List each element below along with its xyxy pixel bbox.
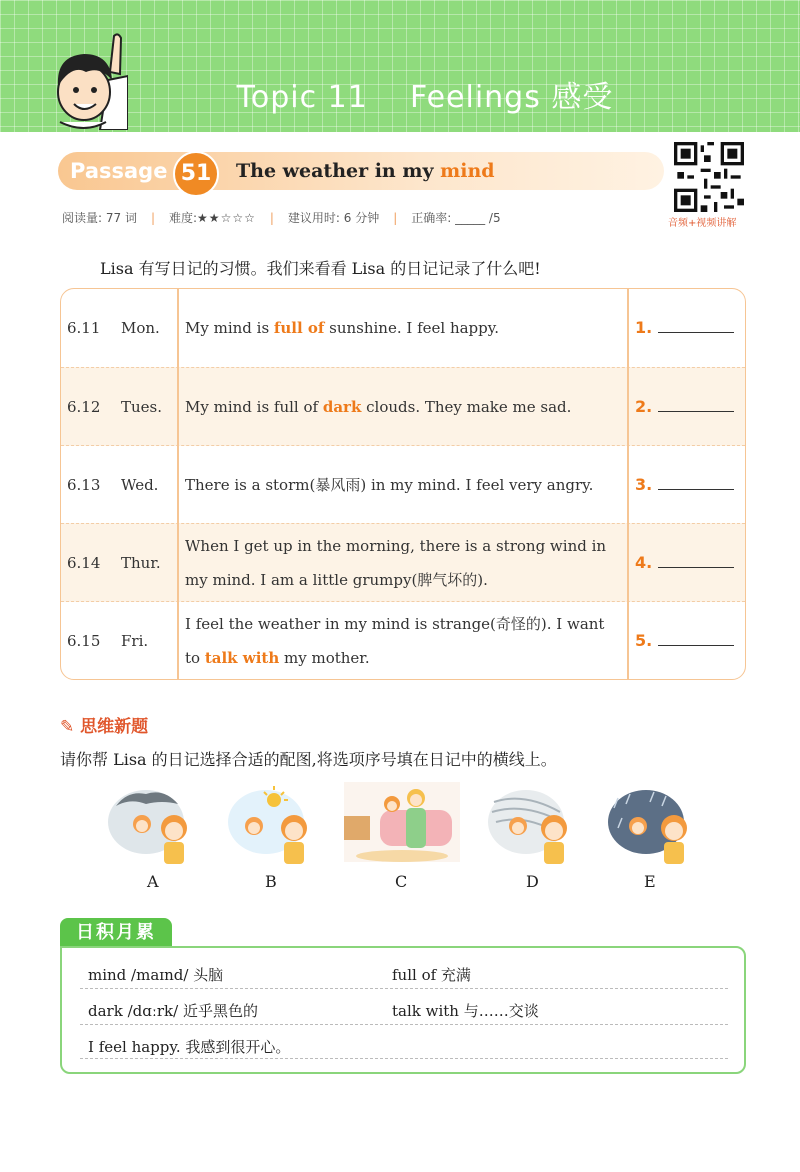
option-b-picture[interactable] [224, 782, 320, 866]
option-label: D [526, 872, 539, 891]
word-count: 阅读量: 77 词 [62, 211, 137, 225]
option-c-picture[interactable] [344, 782, 460, 866]
pencil-icon: ✎ [60, 717, 75, 737]
diary-day: Thur. [121, 554, 161, 572]
vocab-item: talk with 与……交谈 [392, 1002, 539, 1020]
option-e-picture[interactable] [604, 782, 700, 866]
qr-code-icon[interactable] [674, 142, 744, 212]
diary-table [60, 288, 746, 680]
task-heading-text: 思维新题 [80, 717, 149, 737]
topic-label: Topic 11 [236, 80, 368, 115]
diary-date: 6.15 [67, 632, 101, 650]
answer-blank[interactable]: 3. [635, 446, 734, 524]
option-label: E [644, 872, 656, 891]
answer-blank[interactable]: 5. [635, 602, 734, 680]
vocab-item: mind /maɪnd/ 头脑 [88, 966, 224, 984]
vocab-tab: 日积月累 [60, 918, 172, 948]
option-label: B [265, 872, 277, 891]
diary-day: Tues. [121, 398, 163, 416]
option-label: C [395, 872, 408, 891]
passage-title-highlight: mind [440, 160, 495, 182]
diary-entry: There is a storm(暴风雨) in my mind. I feel very angry. [185, 476, 594, 494]
answer-blank[interactable]: 1. [635, 289, 734, 367]
vocab-divider [80, 988, 728, 989]
passage-title [236, 160, 495, 182]
task-heading [60, 712, 148, 737]
option-label: A [147, 872, 159, 891]
vocab-divider [80, 1058, 728, 1059]
diary-row [61, 289, 745, 367]
answer-blank[interactable]: 2. [635, 368, 734, 446]
vocab-divider [80, 1024, 728, 1025]
column-divider [627, 289, 629, 679]
passage-title-main: The weather in my [236, 160, 441, 182]
passage-label: Passage [70, 159, 168, 183]
diary-row [61, 445, 745, 524]
column-divider [177, 289, 179, 679]
qr-caption: 音频+视频讲解 [668, 218, 737, 229]
option-d-picture[interactable] [484, 782, 580, 866]
diary-row [61, 601, 745, 680]
diary-entry: When I get up in the morning, there is a strong wind in my mind. I am a little grumpy(脾气坏的). [185, 537, 607, 589]
diary-entry: I feel the weather in my mind is strange(奇怪的). I want to talk with my mother. [185, 615, 605, 667]
intro-text: Lisa 有写日记的习惯。我们来看看 Lisa 的日记记录了什么吧! [100, 259, 541, 278]
diary-day: Wed. [121, 476, 159, 494]
accuracy-score: 正确率: _____ /5 [411, 211, 501, 225]
topic-title [0, 72, 800, 116]
vocab-item: dark /dɑːrk/ 近乎黑色的 [88, 1002, 258, 1020]
passage-number: 51 [173, 151, 219, 197]
diary-entry: My mind is full of dark clouds. They make me sad. [185, 398, 572, 416]
suggested-time: 建议用时: 6 分钟 [287, 211, 380, 225]
vocab-item: full of 充满 [392, 966, 471, 984]
diary-date: 6.11 [67, 319, 101, 337]
diary-row [61, 367, 745, 446]
difficulty-label: 难度: [169, 211, 198, 225]
diary-entry: My mind is full of sunshine. I feel happy. [185, 319, 499, 337]
diary-day: Mon. [121, 319, 160, 337]
diary-date: 6.12 [67, 398, 101, 416]
difficulty-stars-icon: ★★☆☆☆ [197, 211, 256, 225]
diary-date: 6.13 [67, 476, 101, 494]
reading-meta: 阅读量: 77 词 | 难度:★★☆☆☆ | 建议用时: 6 分钟 | 正确率: _____ /5 [62, 211, 501, 225]
task-instruction: 请你帮 Lisa 的日记选择合适的配图,将选项序号填在日记中的横线上。 [60, 750, 557, 769]
diary-date: 6.14 [67, 554, 101, 572]
diary-day: Fri. [121, 632, 149, 650]
topic-name: Feelings 感受 [409, 80, 614, 115]
option-a-picture[interactable] [104, 782, 200, 866]
vocab-box [60, 946, 746, 1074]
diary-row [61, 523, 745, 602]
vocab-item: I feel happy. 我感到很开心。 [88, 1038, 291, 1056]
answer-blank[interactable]: 4. [635, 524, 734, 602]
